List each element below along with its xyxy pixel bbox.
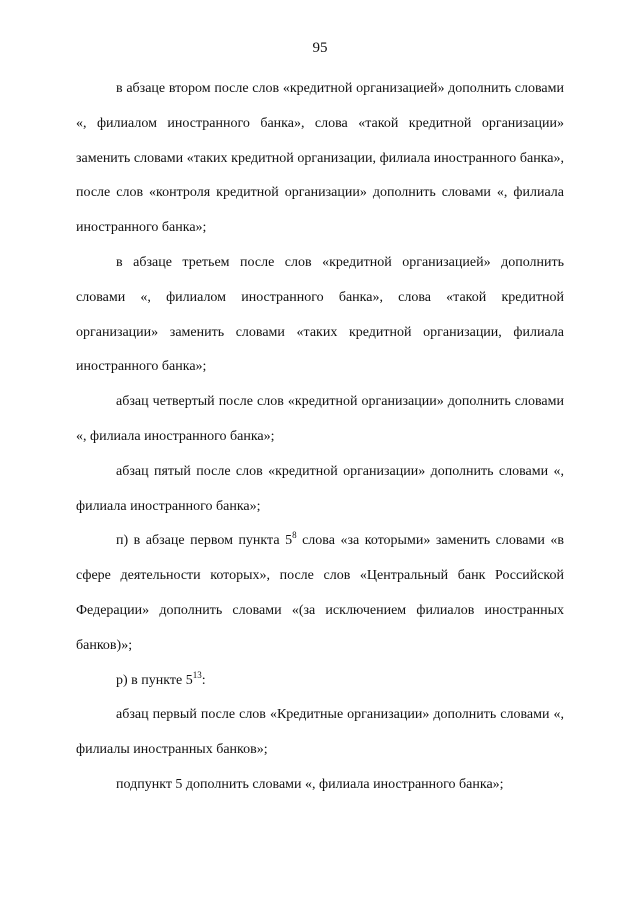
paragraph-5: [76, 524, 564, 663]
paragraph-6: [76, 664, 564, 699]
page-number: 95: [312, 40, 328, 56]
paragraph-5-text-end: слова «за которыми» заменить словами «в сфере деятельности которых», после слов «Центральный банк Российской Федерации» дополнить словами «(за исключением филиалов иностранных банков)»;: [76, 533, 564, 653]
paragraph-2: в абзаце третьем после слов «кредитной организацией» дополнить словами «, филиалом иностранного банка», слова «такой кредитной организации» заменить словами «таких кредитной организации, филиала иностранного банка»;: [76, 254, 564, 375]
paragraph-3: абзац четвертый после слов «кредитной организации» дополнить словами «, филиала иностранного банка»;: [76, 394, 564, 444]
paragraph-1: в абзаце втором после слов «кредитной организацией» дополнить словами «, филиалом иностранного банка», слова «такой кредитной организации» заменить словами «таких кредитной организации, филиала иностранного банка», после слов «контроля кредитной организации» дополнить словами «, филиала иностранного банка»;: [76, 81, 564, 236]
paragraph-6-text-end: :: [201, 672, 206, 688]
paragraph-5-text-start: п) в абзаце первом пункта 5: [116, 533, 293, 549]
paragraph-6-superscript: 13: [192, 669, 202, 680]
document-body: [76, 72, 564, 803]
paragraph-5-superscript: 8: [292, 530, 297, 541]
paragraph-6-text-start: р) в пункте 5: [116, 672, 193, 688]
paragraph-4: абзац пятый после слов «кредитной организации» дополнить словами «, филиала иностранного банка»;: [76, 463, 564, 514]
paragraph-7: абзац первый после слов «Кредитные организации» дополнить словами «, филиалы иностранных банков»;: [76, 707, 564, 758]
paragraph-8: подпункт 5 дополнить словами «, филиала иностранного банка»;: [116, 776, 504, 792]
